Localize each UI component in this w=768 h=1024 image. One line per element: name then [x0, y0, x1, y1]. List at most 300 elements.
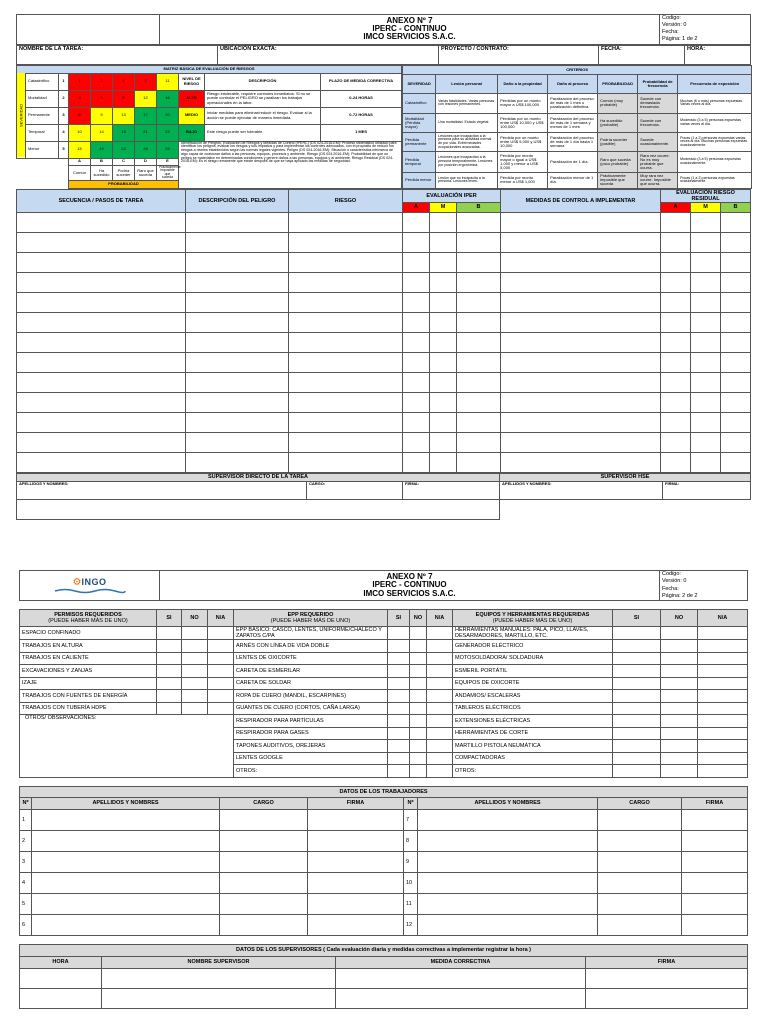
eval-m-cell[interactable] — [430, 212, 457, 232]
worker-name-cell[interactable] — [418, 809, 598, 830]
task-step-cell[interactable] — [17, 312, 186, 332]
equip-si-checkbox[interactable] — [613, 627, 661, 640]
eval-a-cell[interactable] — [403, 452, 430, 472]
worker-signature-cell[interactable] — [308, 830, 404, 851]
permit-no-checkbox[interactable] — [182, 665, 208, 678]
measure-cell[interactable] — [501, 312, 661, 332]
task-step-cell[interactable] — [17, 212, 186, 232]
matrix-title: MATRIZ BÁSICA DE EVALUACIÓN DE RIESGOS — [17, 65, 402, 73]
worker-signature-cell[interactable] — [308, 872, 404, 893]
epp-na-checkbox[interactable] — [427, 765, 453, 778]
risk-cell[interactable] — [289, 452, 403, 472]
epp-si-checkbox[interactable] — [388, 640, 410, 653]
residual-m-cell[interactable] — [691, 232, 721, 252]
project-field[interactable]: PROYECTO / CONTRATO: — [439, 45, 599, 64]
permit-na-checkbox[interactable] — [208, 627, 234, 640]
eval-a-cell[interactable] — [403, 332, 430, 352]
worker-signature-cell[interactable] — [308, 914, 404, 935]
task-step-cell[interactable] — [17, 432, 186, 452]
epp-na-checkbox[interactable] — [427, 690, 453, 703]
equip-na-checkbox[interactable] — [698, 702, 748, 715]
sup-name-cell[interactable] — [102, 988, 336, 1008]
epp-na-checkbox[interactable] — [427, 665, 453, 678]
eval-m-cell[interactable] — [430, 412, 457, 432]
equip-si-checkbox[interactable] — [613, 677, 661, 690]
residual-m-cell[interactable] — [691, 432, 721, 452]
danger-cell[interactable] — [186, 292, 289, 312]
epp-si-checkbox[interactable] — [388, 652, 410, 665]
worker-position-cell[interactable] — [220, 872, 308, 893]
eval-m-cell[interactable] — [430, 272, 457, 292]
equip-no-checkbox[interactable] — [661, 765, 698, 778]
worker-name-cell[interactable] — [418, 914, 598, 935]
eval-b-cell[interactable] — [457, 272, 501, 292]
epp-si-checkbox[interactable] — [388, 765, 410, 778]
residual-a-cell[interactable] — [661, 372, 691, 392]
risk-cell[interactable] — [289, 232, 403, 252]
epp-na-checkbox[interactable] — [427, 727, 453, 740]
eval-b-cell[interactable] — [457, 312, 501, 332]
permit-na-checkbox[interactable] — [208, 665, 234, 678]
residual-m-cell[interactable] — [691, 452, 721, 472]
residual-a-cell[interactable] — [661, 452, 691, 472]
eval-m-cell[interactable] — [430, 452, 457, 472]
equip-si-checkbox[interactable] — [613, 690, 661, 703]
residual-a-cell[interactable] — [661, 212, 691, 232]
header-title — [160, 15, 660, 45]
worker-name-cell[interactable] — [418, 893, 598, 914]
equip-na-checkbox[interactable] — [698, 727, 748, 740]
eval-a-cell[interactable] — [403, 392, 430, 412]
permit-no-checkbox[interactable] — [182, 652, 208, 665]
workers-position-right: CARGO — [598, 797, 682, 809]
residual-b-cell[interactable] — [721, 212, 751, 232]
eval-b-cell[interactable] — [457, 452, 501, 472]
eval-b-cell[interactable] — [457, 372, 501, 392]
equip-na-checkbox[interactable] — [698, 715, 748, 728]
equip-no-checkbox[interactable] — [661, 715, 698, 728]
eval-a-cell[interactable] — [403, 292, 430, 312]
eval-b-cell[interactable] — [457, 432, 501, 452]
epp-si-checkbox[interactable] — [388, 665, 410, 678]
epp-no-checkbox[interactable] — [410, 752, 427, 765]
epp-no-checkbox[interactable] — [410, 740, 427, 753]
residual-a-cell[interactable] — [661, 292, 691, 312]
epp-si-checkbox[interactable] — [388, 677, 410, 690]
task-step-cell[interactable] — [17, 452, 186, 472]
equip-si-checkbox[interactable] — [613, 740, 661, 753]
worker-position-cell[interactable] — [598, 893, 682, 914]
equip-no-checkbox[interactable] — [661, 740, 698, 753]
residual-a-cell[interactable] — [661, 252, 691, 272]
danger-cell[interactable] — [186, 412, 289, 432]
equip-si-checkbox[interactable] — [613, 715, 661, 728]
measure-cell[interactable] — [501, 352, 661, 372]
danger-cell[interactable] — [186, 272, 289, 292]
matrix-cell: 9 — [91, 107, 113, 124]
requirements-rows — [20, 627, 748, 778]
worker-position-cell[interactable] — [220, 830, 308, 851]
equip-no-checkbox[interactable] — [661, 702, 698, 715]
risk-cell[interactable] — [289, 312, 403, 332]
residual-a-cell[interactable] — [661, 352, 691, 372]
residual-m-cell[interactable] — [691, 272, 721, 292]
hse-sup-signature[interactable]: FIRMA: — [663, 481, 751, 499]
worker-signature-cell[interactable] — [682, 872, 748, 893]
equip-no-checkbox[interactable] — [661, 627, 698, 640]
worker-position-cell[interactable] — [598, 809, 682, 830]
page1-header — [16, 14, 751, 45]
residual-m-cell[interactable] — [691, 412, 721, 432]
epp-si-checkbox[interactable] — [388, 715, 410, 728]
equip-no-checkbox[interactable] — [661, 652, 698, 665]
eval-b-cell[interactable] — [457, 332, 501, 352]
epp-no-checkbox[interactable] — [410, 665, 427, 678]
worker-position-cell[interactable] — [220, 851, 308, 872]
worker-signature-cell[interactable] — [682, 893, 748, 914]
eval-b-cell[interactable] — [457, 252, 501, 272]
residual-b-cell[interactable] — [721, 272, 751, 292]
equip-no-checkbox[interactable] — [661, 690, 698, 703]
epp-no-checkbox[interactable] — [410, 677, 427, 690]
residual-m-cell[interactable] — [691, 372, 721, 392]
residual-a-cell[interactable] — [661, 332, 691, 352]
permit-si-checkbox[interactable] — [157, 652, 182, 665]
residual-b-cell[interactable] — [721, 252, 751, 272]
danger-cell[interactable] — [186, 252, 289, 272]
equip-na-checkbox[interactable] — [698, 690, 748, 703]
equip-si-checkbox[interactable] — [613, 652, 661, 665]
task-name-field[interactable]: NOMBRE DE LA TAREA: — [17, 45, 218, 64]
worker-signature-cell[interactable] — [308, 893, 404, 914]
eval-b-cell[interactable] — [457, 292, 501, 312]
equip-na-checkbox[interactable] — [698, 765, 748, 778]
eval-a-cell[interactable] — [403, 412, 430, 432]
task-step-cell[interactable] — [17, 352, 186, 372]
task-step-cell[interactable] — [17, 292, 186, 312]
measure-cell[interactable] — [501, 272, 661, 292]
residual-b-cell[interactable] — [721, 352, 751, 372]
residual-m-cell[interactable] — [691, 252, 721, 272]
epp-na-checkbox[interactable] — [427, 640, 453, 653]
worker-position-cell[interactable] — [220, 809, 308, 830]
worker-position-cell[interactable] — [598, 830, 682, 851]
eval-m-cell[interactable] — [430, 372, 457, 392]
eval-a-cell[interactable] — [403, 232, 430, 252]
equip-si-checkbox[interactable] — [613, 640, 661, 653]
epp-si-checkbox[interactable] — [388, 727, 410, 740]
residual-a-cell[interactable] — [661, 272, 691, 292]
matrix-cell: 24 — [135, 141, 157, 158]
sup-signature-cell[interactable] — [586, 968, 748, 988]
permit-si-checkbox[interactable] — [157, 702, 182, 715]
residual-b-cell[interactable] — [721, 332, 751, 352]
epp-no-checkbox[interactable] — [410, 640, 427, 653]
risk-cell[interactable] — [289, 332, 403, 352]
eval-m-cell[interactable] — [430, 352, 457, 372]
permit-no-checkbox[interactable] — [182, 627, 208, 640]
task-step-cell[interactable] — [17, 232, 186, 252]
residual-m-cell[interactable] — [691, 392, 721, 412]
equip-si-checkbox[interactable] — [613, 665, 661, 678]
epp-no-checkbox[interactable] — [410, 702, 427, 715]
risk-cell[interactable] — [289, 352, 403, 372]
epp-no-checkbox[interactable] — [410, 690, 427, 703]
residual-m-cell[interactable] — [691, 352, 721, 372]
equip-no-checkbox[interactable] — [661, 677, 698, 690]
epp-si-checkbox[interactable] — [388, 752, 410, 765]
measure-cell[interactable] — [501, 452, 661, 472]
equip-item: EXTENSIONES ELÉCTRICAS — [453, 715, 613, 728]
measure-cell[interactable] — [501, 412, 661, 432]
permit-si-checkbox[interactable] — [157, 677, 182, 690]
worker-name-cell[interactable] — [418, 851, 598, 872]
worker-name-cell[interactable] — [418, 830, 598, 851]
danger-cell[interactable] — [186, 212, 289, 232]
epp-si-checkbox[interactable] — [388, 702, 410, 715]
residual-m-cell[interactable] — [691, 292, 721, 312]
equip-no-checkbox[interactable] — [661, 640, 698, 653]
epp-item: EPP BÁSICO: CASCO, LENTES, UNIFORME/CHALECO Y ZAPATOS C/PA — [234, 627, 388, 640]
equip-na-checkbox[interactable] — [698, 652, 748, 665]
permit-no-checkbox[interactable] — [182, 677, 208, 690]
danger-cell[interactable] — [186, 352, 289, 372]
severity-number: 1 — [59, 73, 69, 90]
risk-cell[interactable] — [289, 292, 403, 312]
equip-no-checkbox[interactable] — [661, 752, 698, 765]
residual-m-cell[interactable] — [691, 312, 721, 332]
danger-cell[interactable] — [186, 232, 289, 252]
eval-a-cell[interactable] — [403, 432, 430, 452]
task-sup-names[interactable]: APELLIDOS Y NOMBRES: — [17, 481, 307, 499]
permit-na-checkbox[interactable] — [208, 652, 234, 665]
danger-cell[interactable] — [186, 312, 289, 332]
epp-na-checkbox[interactable] — [427, 740, 453, 753]
permit-si-checkbox[interactable] — [157, 627, 182, 640]
danger-cell[interactable] — [186, 372, 289, 392]
eval-m-cell[interactable] — [430, 252, 457, 272]
equip-na-checkbox[interactable] — [698, 665, 748, 678]
worker-position-cell[interactable] — [220, 914, 308, 935]
eval-b-cell[interactable] — [457, 232, 501, 252]
equip-na-checkbox[interactable] — [698, 640, 748, 653]
worker-name-cell[interactable] — [32, 872, 220, 893]
residual-b-cell[interactable] — [721, 372, 751, 392]
residual-b-cell[interactable] — [721, 312, 751, 332]
worker-name-cell[interactable] — [418, 872, 598, 893]
permit-na-checkbox[interactable] — [208, 677, 234, 690]
eval-b-cell[interactable] — [457, 212, 501, 232]
eval-a-cell[interactable] — [403, 312, 430, 332]
eval-b-cell[interactable] — [457, 392, 501, 412]
risk-cell[interactable] — [289, 252, 403, 272]
task-sup-position[interactable]: CARGO: — [307, 481, 403, 499]
equip-na-checkbox[interactable] — [698, 740, 748, 753]
epp-no-checkbox[interactable] — [410, 627, 427, 640]
epp-na-checkbox[interactable] — [427, 627, 453, 640]
equip-no-checkbox[interactable] — [661, 665, 698, 678]
sup-measure-cell[interactable] — [336, 988, 586, 1008]
residual-a-cell[interactable] — [661, 412, 691, 432]
task-step-cell[interactable] — [17, 392, 186, 412]
permit-si-checkbox[interactable] — [157, 690, 182, 703]
residual-b-cell[interactable] — [721, 452, 751, 472]
worker-name-cell[interactable] — [32, 914, 220, 935]
epp-si-checkbox[interactable] — [388, 627, 410, 640]
worker-position-cell[interactable] — [598, 851, 682, 872]
danger-cell[interactable] — [186, 332, 289, 352]
risk-cell[interactable] — [289, 212, 403, 232]
task-step-cell[interactable] — [17, 372, 186, 392]
measure-cell[interactable] — [501, 252, 661, 272]
risk-cell[interactable] — [289, 432, 403, 452]
equip-na-checkbox[interactable] — [698, 627, 748, 640]
measure-cell[interactable] — [501, 212, 661, 232]
criteria-title: CRITERIOS — [403, 65, 752, 74]
residual-a-cell[interactable] — [661, 392, 691, 412]
location-field[interactable]: UBICACIÓN EXACTA: — [218, 45, 439, 64]
prob-letter: D — [135, 158, 157, 165]
epp-no-checkbox[interactable] — [410, 727, 427, 740]
measure-cell[interactable] — [501, 232, 661, 252]
permit-na-checkbox[interactable] — [208, 702, 234, 715]
epp-na-checkbox[interactable] — [427, 677, 453, 690]
residual-b-cell[interactable] — [721, 392, 751, 412]
permit-no-checkbox[interactable] — [182, 702, 208, 715]
residual-a-cell[interactable] — [661, 432, 691, 452]
epp-na-checkbox[interactable] — [427, 652, 453, 665]
worker-signature-cell[interactable] — [682, 851, 748, 872]
date-field[interactable]: FECHA: — [599, 45, 685, 64]
epp-no-checkbox[interactable] — [410, 715, 427, 728]
epp-item: OTROS: — [234, 765, 388, 778]
task-sup-signature[interactable]: FIRMA: — [403, 481, 500, 499]
criteria-cell: Pérdida temporal — [403, 152, 436, 172]
hse-sup-names[interactable]: APELLIDOS Y NOMBRES: — [500, 481, 663, 499]
epp-si-checkbox[interactable] — [388, 740, 410, 753]
equip-si-checkbox[interactable] — [613, 752, 661, 765]
danger-cell[interactable] — [186, 432, 289, 452]
residual-b-cell[interactable] — [721, 432, 751, 452]
sup-name-cell[interactable] — [102, 968, 336, 988]
eval-m-cell[interactable] — [430, 292, 457, 312]
residual-b-cell[interactable] — [721, 292, 751, 312]
sup-hour-cell[interactable] — [20, 988, 102, 1008]
measure-cell[interactable] — [501, 332, 661, 352]
eval-m-cell[interactable] — [430, 432, 457, 452]
date-meta-label: Fecha: — [662, 29, 679, 36]
worker-name-cell[interactable] — [32, 809, 220, 830]
task-step-cell[interactable] — [17, 252, 186, 272]
epp-na-checkbox[interactable] — [427, 715, 453, 728]
equip-no-checkbox[interactable] — [661, 727, 698, 740]
danger-cell[interactable] — [186, 452, 289, 472]
eval-m-cell[interactable] — [430, 392, 457, 412]
permit-si-checkbox[interactable] — [157, 640, 182, 653]
criteria-cell: Una mortalidad. Estado vegetal. — [436, 113, 498, 132]
worker-signature-cell[interactable] — [308, 851, 404, 872]
sup-hour-cell[interactable] — [20, 968, 102, 988]
eval-b-cell[interactable] — [457, 412, 501, 432]
equip-na-checkbox[interactable] — [698, 677, 748, 690]
worker-position-cell[interactable] — [220, 893, 308, 914]
permits-observations[interactable]: OTROS/ OBSERVACIONES: — [20, 715, 234, 778]
hour-field[interactable]: HORA: — [685, 45, 751, 64]
permit-no-checkbox[interactable] — [182, 690, 208, 703]
workers-n-right: Nº — [404, 797, 418, 809]
epp-no-checkbox[interactable] — [410, 765, 427, 778]
eval-m-cell[interactable] — [430, 232, 457, 252]
residual-m-cell[interactable] — [691, 332, 721, 352]
sup-signature-cell[interactable] — [586, 988, 748, 1008]
measure-cell[interactable] — [501, 292, 661, 312]
annex-title-2: ANEXO Nº 7 — [386, 571, 433, 581]
eval-a-cell[interactable] — [403, 272, 430, 292]
worker-name-cell[interactable] — [32, 893, 220, 914]
danger-cell[interactable] — [186, 392, 289, 412]
equip-si-checkbox[interactable] — [613, 702, 661, 715]
matrix-cell: 5 — [91, 90, 113, 107]
eval-m-cell[interactable] — [430, 312, 457, 332]
permit-si-checkbox[interactable] — [157, 665, 182, 678]
measure-cell[interactable] — [501, 432, 661, 452]
sup-measure-cell[interactable] — [336, 968, 586, 988]
worker-name-cell[interactable] — [32, 830, 220, 851]
measure-cell[interactable] — [501, 372, 661, 392]
permit-no-checkbox[interactable] — [182, 640, 208, 653]
eval-a-cell[interactable] — [403, 252, 430, 272]
equip-si-checkbox[interactable] — [613, 727, 661, 740]
worker-position-cell[interactable] — [598, 914, 682, 935]
worker-signature-cell[interactable] — [308, 809, 404, 830]
equip-si-checkbox[interactable] — [613, 765, 661, 778]
epp-si-checkbox[interactable] — [388, 690, 410, 703]
residual-b-cell[interactable] — [721, 232, 751, 252]
residual-b-cell[interactable] — [721, 412, 751, 432]
equip-na-checkbox[interactable] — [698, 752, 748, 765]
measure-cell[interactable] — [501, 392, 661, 412]
matrix-cell: 22 — [113, 141, 135, 158]
worker-signature-cell[interactable] — [682, 914, 748, 935]
residual-a-cell[interactable] — [661, 232, 691, 252]
epp-na-checkbox[interactable] — [427, 702, 453, 715]
worker-name-cell[interactable] — [32, 851, 220, 872]
worker-signature-cell[interactable] — [682, 809, 748, 830]
eval-a-cell[interactable] — [403, 352, 430, 372]
signature-table — [16, 473, 751, 520]
supervisors-table — [19, 944, 748, 1009]
residual-m-cell[interactable] — [691, 212, 721, 232]
risk-cell[interactable] — [289, 272, 403, 292]
epp-na-checkbox[interactable] — [427, 752, 453, 765]
eval-a-cell[interactable] — [403, 212, 430, 232]
task-step-cell[interactable] — [17, 412, 186, 432]
eval-m-cell[interactable] — [430, 332, 457, 352]
task-step-cell[interactable] — [17, 332, 186, 352]
residual-a-cell[interactable] — [661, 312, 691, 332]
permit-na-checkbox[interactable] — [208, 690, 234, 703]
worker-signature-cell[interactable] — [682, 830, 748, 851]
risk-cell[interactable] — [289, 412, 403, 432]
epp-no-checkbox[interactable] — [410, 652, 427, 665]
task-step-cell[interactable] — [17, 272, 186, 292]
worker-position-cell[interactable] — [598, 872, 682, 893]
permit-na-checkbox[interactable] — [208, 640, 234, 653]
eval-a-cell[interactable] — [403, 372, 430, 392]
risk-cell[interactable] — [289, 372, 403, 392]
eval-b-cell[interactable] — [457, 352, 501, 372]
risk-cell[interactable] — [289, 392, 403, 412]
